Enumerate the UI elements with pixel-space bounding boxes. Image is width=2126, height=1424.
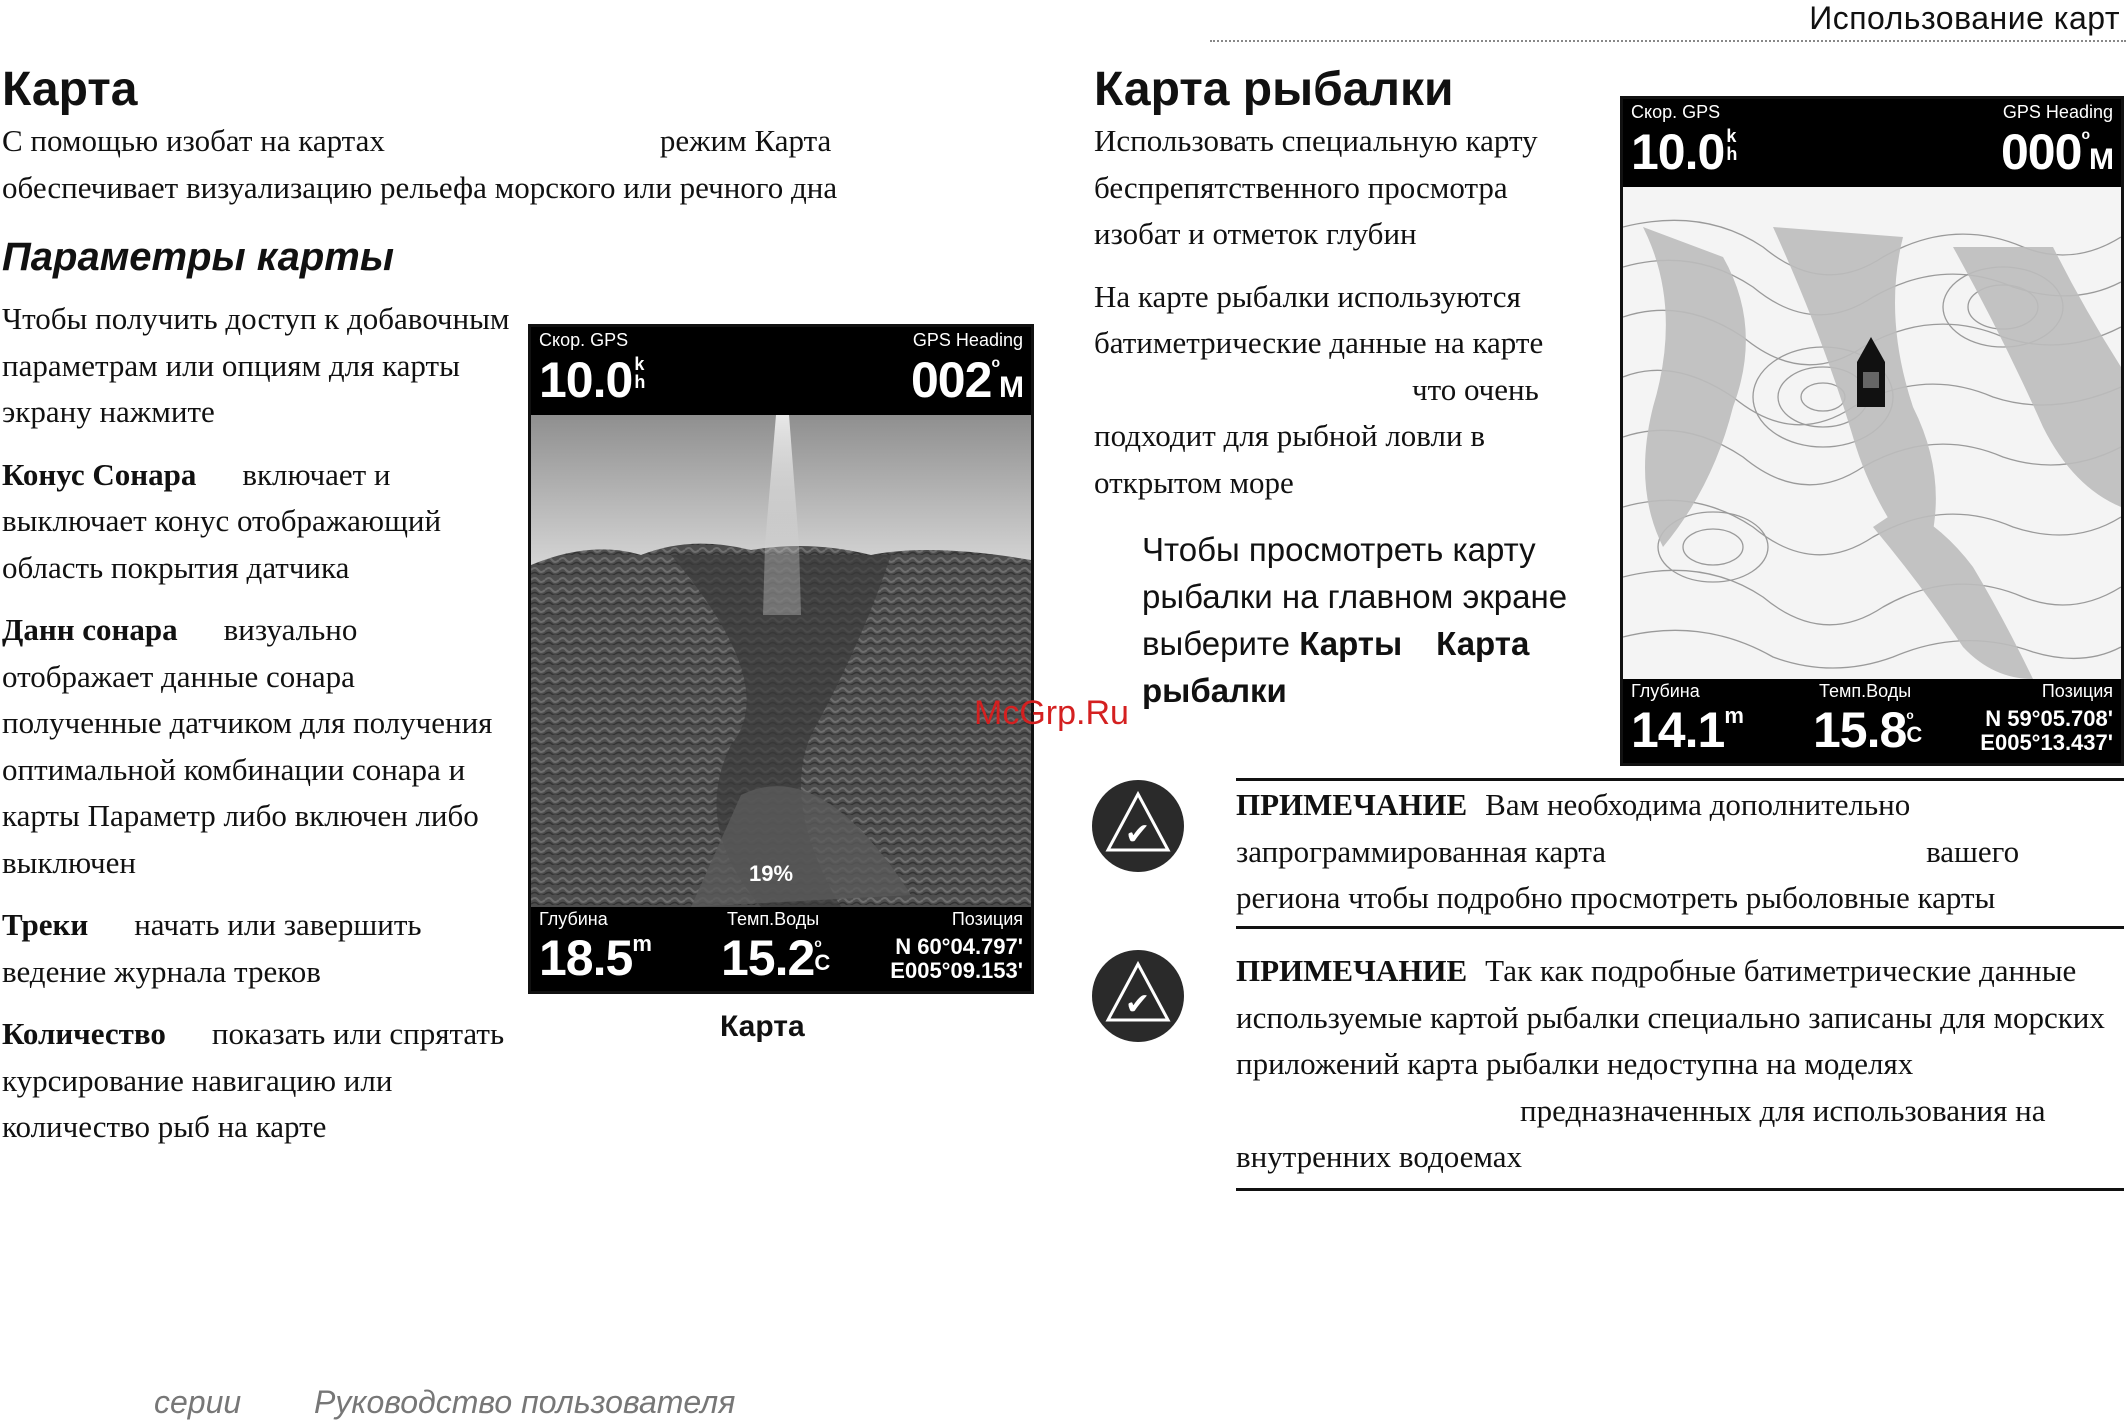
options-text bbox=[2, 296, 522, 1167]
note-2 bbox=[1236, 948, 2126, 1181]
watermark: McGrp.Ru bbox=[974, 694, 1129, 732]
text-line: карты Параметр либо включен либо bbox=[2, 798, 479, 833]
text-line: Чтобы получить доступ к добавочным bbox=[2, 301, 510, 336]
menu-path-fishing-b: рыбалки bbox=[1142, 672, 1287, 709]
text-line: показать или спрятать bbox=[211, 1016, 505, 1051]
option-tracks bbox=[2, 902, 522, 995]
menu-path-fishing-a: Карта bbox=[1436, 625, 1530, 662]
option-name: Треки bbox=[2, 907, 89, 942]
left-column bbox=[2, 62, 862, 281]
degree-symbol: o bbox=[991, 354, 999, 370]
menu-path-maps: Карты bbox=[1299, 625, 1403, 662]
heading-unit: M bbox=[2089, 143, 2113, 176]
text-line: количество рыб на карте bbox=[2, 1109, 327, 1144]
text-line: ведение журнала треков bbox=[2, 953, 321, 989]
text-line: запрограммированная карта bbox=[1236, 833, 1607, 869]
heading-value bbox=[2001, 124, 2113, 180]
text-line: отображает данные сонара bbox=[2, 658, 355, 694]
option-name: Количество bbox=[2, 1016, 166, 1051]
device-top-bar bbox=[531, 327, 1031, 415]
svg-text:✔: ✔ bbox=[1125, 817, 1151, 852]
degree-symbol: o bbox=[1906, 708, 1913, 722]
text-line: область покрытия датчика bbox=[2, 549, 350, 585]
position-label: Позиция bbox=[2041, 681, 2113, 701]
degree-symbol: o bbox=[814, 936, 821, 950]
fishing-map-screenshot bbox=[1620, 96, 2124, 766]
text-line: региона чтобы подробно просмотреть рыболовные карты bbox=[1236, 880, 1996, 915]
fishing-intro bbox=[1094, 118, 1614, 506]
latitude: N 60°04.797' bbox=[895, 934, 1023, 959]
text-line: Чтобы просмотреть карту bbox=[1142, 531, 1536, 568]
depth-unit: m bbox=[1724, 703, 1743, 728]
depth-label: Глубина bbox=[1631, 681, 1700, 701]
position-label: Позиция bbox=[951, 909, 1023, 929]
intro-paragraph bbox=[2, 118, 862, 211]
bathymetric-chart bbox=[1623, 187, 2121, 679]
section-title: Карта bbox=[2, 63, 138, 116]
note-icon bbox=[1092, 780, 1184, 872]
speed-unit-top: k bbox=[634, 354, 644, 374]
text-line: беспрепятственного просмотра bbox=[1094, 169, 1508, 205]
text-line: выберите bbox=[1142, 625, 1300, 662]
option-name: Конус Сонара bbox=[2, 456, 197, 492]
coverage-percent: 19% bbox=[749, 861, 794, 886]
text-line: выключает конус отображающий bbox=[2, 503, 442, 538]
svg-text:✔: ✔ bbox=[1125, 987, 1151, 1022]
text-line: открытом море bbox=[1094, 464, 1294, 500]
pencil-check-icon bbox=[1092, 950, 1184, 1042]
depth-unit: m bbox=[632, 931, 651, 956]
temp-value bbox=[721, 930, 830, 986]
latitude: N 59°05.708' bbox=[1985, 706, 2113, 731]
text-line: Так как подробные батиметрические данные bbox=[1485, 953, 2077, 988]
speed-label: Скор. GPS bbox=[539, 330, 629, 350]
map-3d-screenshot bbox=[528, 324, 1034, 994]
sonar-cone-base bbox=[763, 545, 801, 615]
position-value bbox=[890, 935, 1023, 983]
footer-series: серии bbox=[154, 1384, 242, 1420]
note-bottom-rule bbox=[1236, 1188, 2124, 1191]
speed-value bbox=[539, 352, 645, 408]
text-line: Использовать специальную карту bbox=[1094, 123, 1538, 158]
device-bottom-bar bbox=[531, 907, 1031, 991]
note-divider bbox=[1236, 926, 2124, 929]
note-1 bbox=[1236, 782, 2126, 922]
temp-number: 15.8 bbox=[1813, 702, 1907, 758]
text-line: предназначенных для использования на bbox=[1520, 1092, 2046, 1128]
text-line: изобат и отметок глубин bbox=[1094, 216, 1417, 251]
header-rule bbox=[1210, 40, 2126, 42]
speed-unit-bottom: h bbox=[1726, 144, 1737, 164]
temp-unit: C bbox=[814, 950, 830, 975]
text-line: экрану нажмите bbox=[2, 394, 215, 429]
heading-number: 000 bbox=[2001, 124, 2082, 180]
text-line: параметрам или опциям для карты bbox=[2, 347, 460, 383]
option-sonar-cone bbox=[2, 452, 522, 592]
intro-text-line2: обеспечивает визуализацию рельефа морского или речного дна bbox=[2, 169, 838, 205]
longitude: E005°09.153' bbox=[890, 958, 1023, 983]
option-sonar-data bbox=[2, 607, 522, 886]
depth-value bbox=[539, 930, 651, 986]
pencil-check-icon bbox=[1092, 780, 1184, 872]
note-label: ПРИМЕЧАНИЕ bbox=[1236, 787, 1468, 822]
text-line: рыбалки на главном экране bbox=[1142, 578, 1568, 615]
text-line: подходит для рыбной ловли в bbox=[1094, 418, 1485, 453]
note-top-rule bbox=[1236, 778, 2124, 781]
right-column bbox=[1094, 62, 1614, 522]
temp-label: Темп.Воды bbox=[727, 909, 820, 929]
temp-number: 15.2 bbox=[721, 930, 815, 986]
text-line: начать или завершить bbox=[134, 907, 422, 942]
heading-label: GPS Heading bbox=[2002, 102, 2113, 122]
text-line: вашего bbox=[1926, 833, 2020, 869]
temp-label: Темп.Воды bbox=[1819, 681, 1912, 701]
speed-unit-bottom: h bbox=[634, 372, 645, 392]
degree-symbol: o bbox=[2081, 126, 2089, 142]
text-line: оптимальной комбинации сонара и bbox=[2, 751, 466, 787]
text-line: что очень bbox=[1412, 371, 1539, 407]
sonar-3d-view bbox=[531, 415, 1031, 907]
depth-number: 18.5 bbox=[539, 930, 633, 986]
text-line: курсирование навигацию или bbox=[2, 1062, 393, 1098]
depth-value bbox=[1631, 702, 1743, 758]
heading-value bbox=[911, 352, 1023, 408]
fishing-instruction bbox=[1142, 526, 1622, 714]
position-value bbox=[1980, 707, 2113, 755]
section-header: Использование карт bbox=[1809, 0, 2120, 36]
note-label: ПРИМЕЧАНИЕ bbox=[1236, 953, 1468, 988]
text-line: батиметрические данные на карте bbox=[1094, 325, 1544, 360]
speed-number: 10.0 bbox=[539, 352, 633, 408]
depth-number: 14.1 bbox=[1631, 702, 1725, 758]
heading-number: 002 bbox=[911, 352, 992, 408]
device-bottom-bar bbox=[1623, 679, 2121, 763]
subsection-title: Параметры карты bbox=[2, 235, 394, 279]
intro-text-a: С помощью изобат на картах bbox=[2, 123, 385, 158]
figure-caption: Карта bbox=[720, 1010, 805, 1043]
text-line: внутренних водоемах bbox=[1236, 1139, 1523, 1174]
text-line: визуально bbox=[223, 612, 358, 647]
option-count bbox=[2, 1011, 522, 1151]
text-line: полученные датчиком для получения bbox=[2, 705, 493, 740]
intro-text-b: режим Карта bbox=[659, 123, 832, 158]
option-name: Данн сонара bbox=[2, 612, 178, 647]
heading-label: GPS Heading bbox=[912, 330, 1023, 350]
temp-unit: C bbox=[1906, 722, 1922, 747]
speed-value bbox=[1631, 124, 1737, 180]
note-icon bbox=[1092, 950, 1184, 1042]
text-line: включает и bbox=[242, 456, 391, 492]
temp-value bbox=[1813, 702, 1922, 758]
speed-number: 10.0 bbox=[1631, 124, 1725, 180]
speed-label: Скор. GPS bbox=[1631, 102, 1721, 122]
text-line: используемые картой рыбалки специально записаны для морских bbox=[1236, 999, 2105, 1035]
speed-unit-top: k bbox=[1726, 126, 1736, 146]
device-top-bar bbox=[1623, 99, 2121, 187]
longitude: E005°13.437' bbox=[1980, 730, 2113, 755]
fishing-map-title: Карта рыбалки bbox=[1094, 63, 1454, 116]
text-line: приложений карта рыбалки недоступна на моделях bbox=[1236, 1046, 1914, 1081]
footer-manual: Руководство пользователя bbox=[314, 1384, 736, 1420]
heading-unit: M bbox=[999, 371, 1023, 404]
depth-label: Глубина bbox=[539, 909, 608, 929]
text-line: На карте рыбалки используются bbox=[1094, 278, 1521, 314]
access-paragraph bbox=[2, 296, 522, 436]
text-line: выключен bbox=[2, 844, 136, 880]
text-line: Вам необходима дополнительно bbox=[1485, 787, 1911, 822]
